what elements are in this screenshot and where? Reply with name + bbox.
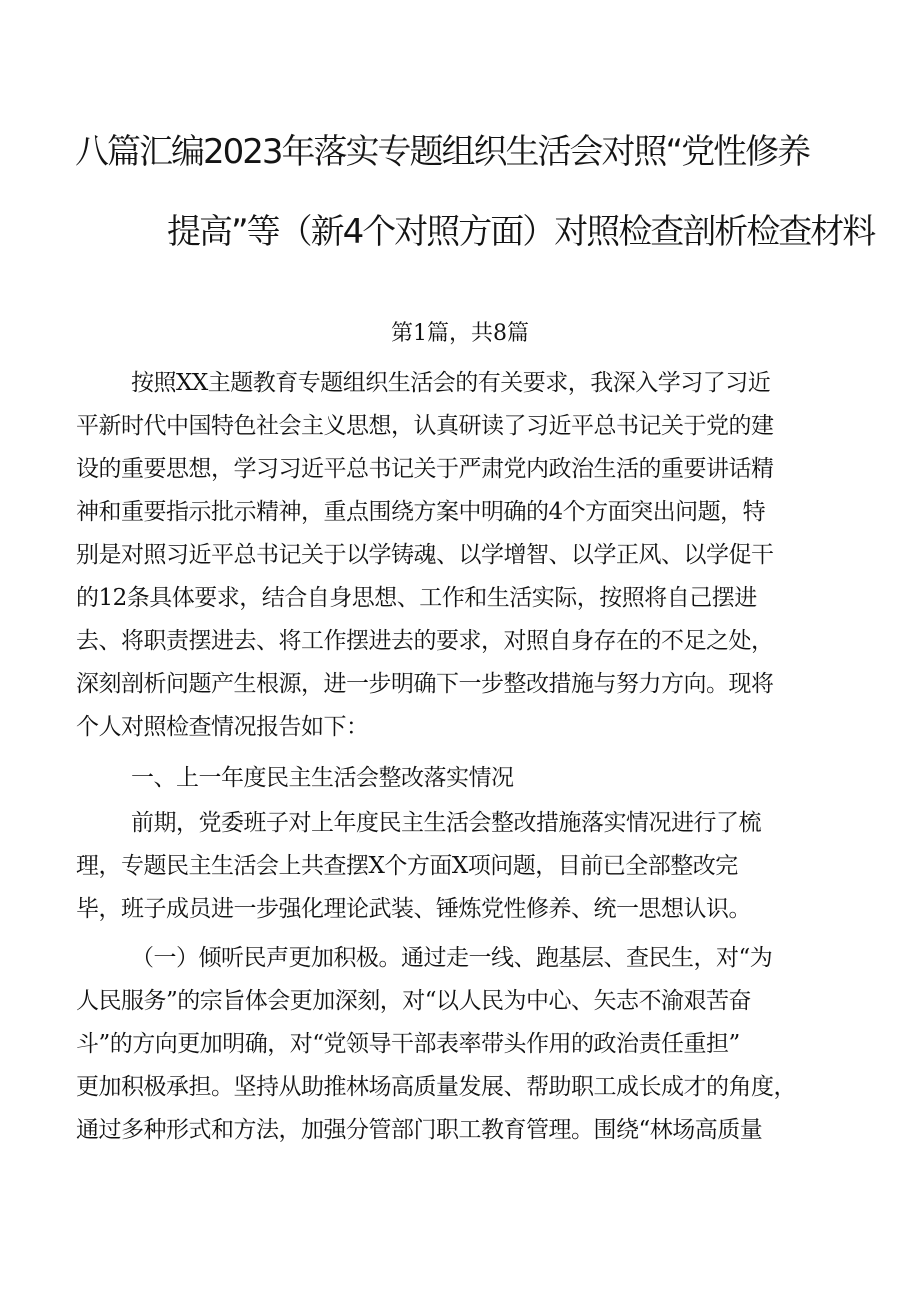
document-title-line-1: 八篇汇编2023年落实专题组织生活会对照“党性修养 <box>75 132 810 172</box>
document-subtitle: 第1篇，共8篇 <box>391 321 529 346</box>
body-line: 别是对照习近平总书记关于以学铸魂、以学增智、以学正风、以学促干 <box>76 542 774 568</box>
body-line: 个人对照检查情况报告如下： <box>76 714 369 740</box>
body-line: 神和重要指示批示精神，重点围绕方案中明确的4个方面突出问题，特 <box>76 499 766 525</box>
body-line: 的12条具体要求，结合自身思想、工作和生活实际，按照将自己摆进 <box>76 585 757 611</box>
body-line: 平新时代中国特色社会主义思想，认真研读了习近平总书记关于党的建 <box>76 413 774 439</box>
body-line: 深刻剖析问题产生根源，进一步明确下一步整改措施与努力方向。现将 <box>76 671 774 697</box>
body-line: 人民服务”的宗旨体会更加深刻，对“以人民为中心、矢志不渝艰苦奋 <box>76 988 752 1014</box>
body-line: 通过多种形式和方法，加强分管部门职工教育管理。围绕“林场高质量 <box>76 1117 763 1143</box>
subsection-heading: （一）倾听民声更加积极。通过走一线、跑基层、查民生，对“为 <box>131 945 773 971</box>
body-line: 前期，党委班子对上年度民主生活会整改措施落实情况进行了梳 <box>131 810 761 836</box>
body-line: 去、将职责摆进去、将工作摆进去的要求，对照自身存在的不足之处， <box>76 628 774 654</box>
document-title-line-2: 提高”等（新4个对照方面）对照检查剖析检查材料 <box>167 212 875 252</box>
body-line: 理，专题民主生活会上共查摆X个方面X项问题，目前已全部整改完 <box>76 853 738 879</box>
section-heading: 一、上一年度民主生活会整改落实情况 <box>131 765 514 791</box>
body-line: 按照XX主题教育专题组织生活会的有关要求，我深入学习了习近 <box>131 370 771 396</box>
body-line: 毕，班子成员进一步强化理论武装、锤炼党性修养、统一思想认识。 <box>76 896 751 922</box>
body-line: 斗”的方向更加明确，对“党领导干部表率带头作用的政治责任重担” <box>76 1031 740 1057</box>
body-line: 更加积极承担。坚持从助推林场高质量发展、帮助职工成长成才的角度， <box>76 1074 796 1100</box>
body-line: 设的重要思想，学习习近平总书记关于严肃党内政治生活的重要讲话精 <box>76 456 774 482</box>
